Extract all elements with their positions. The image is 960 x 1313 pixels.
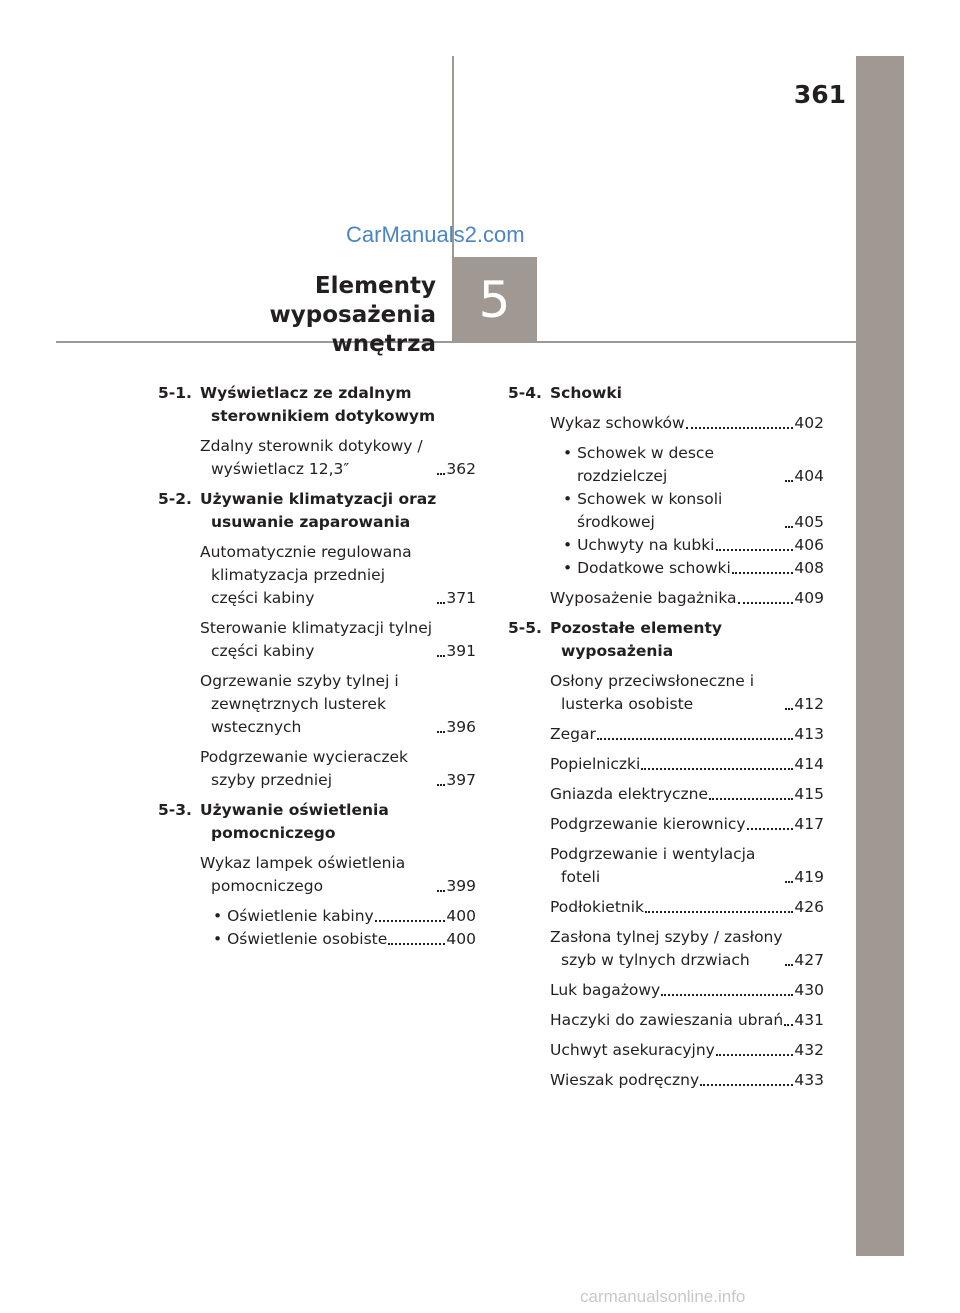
toc-left-column (158, 382, 476, 951)
dot-leader (661, 994, 793, 996)
entry-page: 419 (794, 868, 824, 886)
entry-title: Gniazda elektryczne (550, 785, 709, 803)
entry-title: Sterowanie klimatyzacji tylnej części kabiny (200, 619, 433, 660)
entry-title: Zdalny sterownik dotykowy / wyświetlacz 12,3″ (200, 437, 423, 478)
entry-title: • Oświetlenie kabiny (213, 905, 374, 928)
dot-leader (747, 828, 794, 830)
entry-title: Uchwyt asekuracyjny (550, 1041, 715, 1059)
toc-entry[interactable] (200, 435, 476, 481)
entry-page: 396 (446, 718, 476, 736)
entry-page: 426 (794, 898, 824, 916)
entry-title: Popielniczki (550, 755, 641, 773)
toc-entry[interactable] (550, 1069, 824, 1092)
dot-leader (437, 731, 445, 733)
toc-entry[interactable] (550, 753, 824, 776)
entry-title: Osłony przeciwsłoneczne i lusterka osobiste (550, 672, 755, 713)
entry-page: 412 (794, 695, 824, 713)
toc-entry[interactable] (550, 783, 824, 806)
toc-entry[interactable] (200, 746, 476, 792)
entry-page: 406 (794, 536, 824, 554)
entry-title: • Uchwyty na kubki (563, 534, 715, 557)
entry-page: 404 (794, 467, 824, 485)
dot-leader (700, 1084, 793, 1086)
entry-page: 400 (446, 907, 476, 925)
toc-entry[interactable] (550, 843, 824, 889)
entry-page: 414 (794, 755, 824, 773)
dot-leader (437, 473, 445, 475)
toc-right-column (508, 382, 824, 1092)
toc-section-5-4[interactable] (508, 382, 824, 405)
entry-page: 431 (794, 1011, 824, 1029)
dot-leader (716, 549, 794, 551)
entry-page: 391 (446, 642, 476, 660)
toc-entry[interactable] (550, 1039, 824, 1062)
entry-page: 400 (446, 930, 476, 948)
section-title: Pozostałe elementy wyposażenia (550, 619, 722, 660)
toc-section-5-1[interactable] (158, 382, 476, 428)
dot-leader (732, 572, 794, 574)
section-title: Wyświetlacz ze zdalnym sterownikiem dotykowym (200, 384, 436, 425)
entry-page: 399 (446, 877, 476, 895)
entry-page: 427 (794, 951, 824, 969)
chapter-title-line2: wnętrza (331, 331, 436, 357)
dot-leader (645, 911, 793, 913)
chapter-number-box: 5 (452, 257, 537, 342)
entry-title: Wykaz lampek oświetlenia pomocniczego (200, 854, 406, 895)
toc-entry[interactable] (550, 926, 824, 972)
section-title: Używanie oświetlenia pomocniczego (200, 801, 389, 842)
entry-page: 432 (794, 1041, 824, 1059)
entry-title: Wieszak podręczny (550, 1071, 700, 1089)
entry-title: Automatycznie regulowana klimatyzacja przedniej części kabiny (200, 543, 412, 607)
section-title: Używanie klimatyzacji oraz usuwanie zaparowania (200, 490, 437, 531)
dot-leader (375, 920, 446, 922)
toc-entry[interactable] (550, 896, 824, 919)
toc-entry[interactable] (550, 587, 824, 610)
toc-entry[interactable] (550, 813, 824, 836)
toc-entry[interactable] (200, 541, 476, 610)
toc-bullet-entry[interactable] (563, 534, 824, 557)
entry-page: 409 (794, 589, 824, 607)
entry-title: Zegar (550, 725, 596, 743)
toc-section-5-2[interactable] (158, 488, 476, 534)
dot-leader (437, 602, 445, 604)
entry-page: 430 (794, 981, 824, 999)
chapter-side-tab (856, 56, 904, 1256)
toc-entry[interactable] (550, 979, 824, 1002)
entry-title: • Schowek w desce rozdzielczej (563, 442, 784, 488)
entry-page: 397 (446, 771, 476, 789)
dot-leader (597, 738, 794, 740)
dot-leader (785, 526, 793, 528)
footer-watermark: carmanualsonline.info (580, 1287, 746, 1306)
entry-page: 417 (794, 815, 824, 833)
entry-title: Wykaz schowków (550, 414, 685, 432)
entry-page: 371 (446, 589, 476, 607)
entry-page: 362 (446, 460, 476, 478)
entry-page: 415 (794, 785, 824, 803)
dot-leader (785, 708, 793, 710)
dot-leader (785, 964, 793, 966)
section-number: 5-1. (158, 384, 192, 402)
dot-leader (716, 1054, 794, 1056)
dot-leader (437, 655, 445, 657)
dot-leader (641, 768, 793, 770)
dot-leader (785, 480, 793, 482)
toc-bullet-entry[interactable] (213, 905, 476, 928)
entry-title: • Dodatkowe schowki (563, 557, 731, 580)
toc-bullet-entry[interactable] (563, 557, 824, 580)
section-number: 5-5. (508, 619, 542, 637)
toc-section-5-5[interactable] (508, 617, 824, 663)
dot-leader (784, 1024, 793, 1026)
toc-entry[interactable] (550, 723, 824, 746)
chapter-title (150, 272, 436, 359)
entry-title: • Schowek w konsoli środkowej (563, 488, 784, 534)
dot-leader (709, 798, 793, 800)
toc-entry[interactable] (550, 670, 824, 716)
dot-leader (785, 881, 793, 883)
dot-leader (388, 943, 445, 945)
toc-entry[interactable] (200, 617, 476, 663)
toc-entry[interactable] (550, 412, 824, 435)
entry-page: 405 (794, 513, 824, 531)
toc-bullet-entry[interactable] (213, 928, 476, 951)
entry-title: Zasłona tylnej szyby / zasłony szyb w tylnych drzwiach (550, 928, 783, 969)
toc-bullet-entry[interactable] (563, 442, 824, 488)
entry-title: Podgrzewanie kierownicy (550, 815, 746, 833)
entry-title: Haczyki do zawieszania ubrań (550, 1011, 784, 1029)
entry-page: 413 (794, 725, 824, 743)
entry-page: 408 (794, 559, 824, 577)
entry-title: Luk bagażowy (550, 981, 661, 999)
entry-title: Podgrzewanie i wentylacja foteli (550, 845, 756, 886)
chapter-title-line1: Elementy wyposażenia (269, 273, 436, 328)
dot-leader (437, 890, 445, 892)
entry-title: Podgrzewanie wycieraczek szyby przedniej (200, 748, 409, 789)
section-title: Schowki (550, 384, 622, 402)
watermark-text: CarManuals2.com (346, 222, 525, 247)
toc-bullet-entry[interactable] (563, 488, 824, 534)
entry-page: 433 (794, 1071, 824, 1089)
entry-title: Podłokietnik (550, 898, 645, 916)
dot-leader (437, 784, 445, 786)
toc-entry[interactable] (200, 670, 476, 739)
entry-title: Wyposażenie bagażnika (550, 589, 737, 607)
toc-entry[interactable] (200, 852, 476, 898)
toc-section-5-3[interactable] (158, 799, 476, 845)
entry-page: 402 (794, 414, 824, 432)
entry-title: • Oświetlenie osobiste (213, 928, 387, 951)
dot-leader (738, 602, 794, 604)
section-number: 5-3. (158, 801, 192, 819)
page-number: 361 (793, 80, 846, 109)
section-number: 5-4. (508, 384, 542, 402)
section-number: 5-2. (158, 490, 192, 508)
toc-entry[interactable] (550, 1009, 824, 1032)
entry-title: Ogrzewanie szyby tylnej i zewnętrznych lusterek wstecznych (200, 672, 399, 736)
dot-leader (686, 427, 794, 429)
